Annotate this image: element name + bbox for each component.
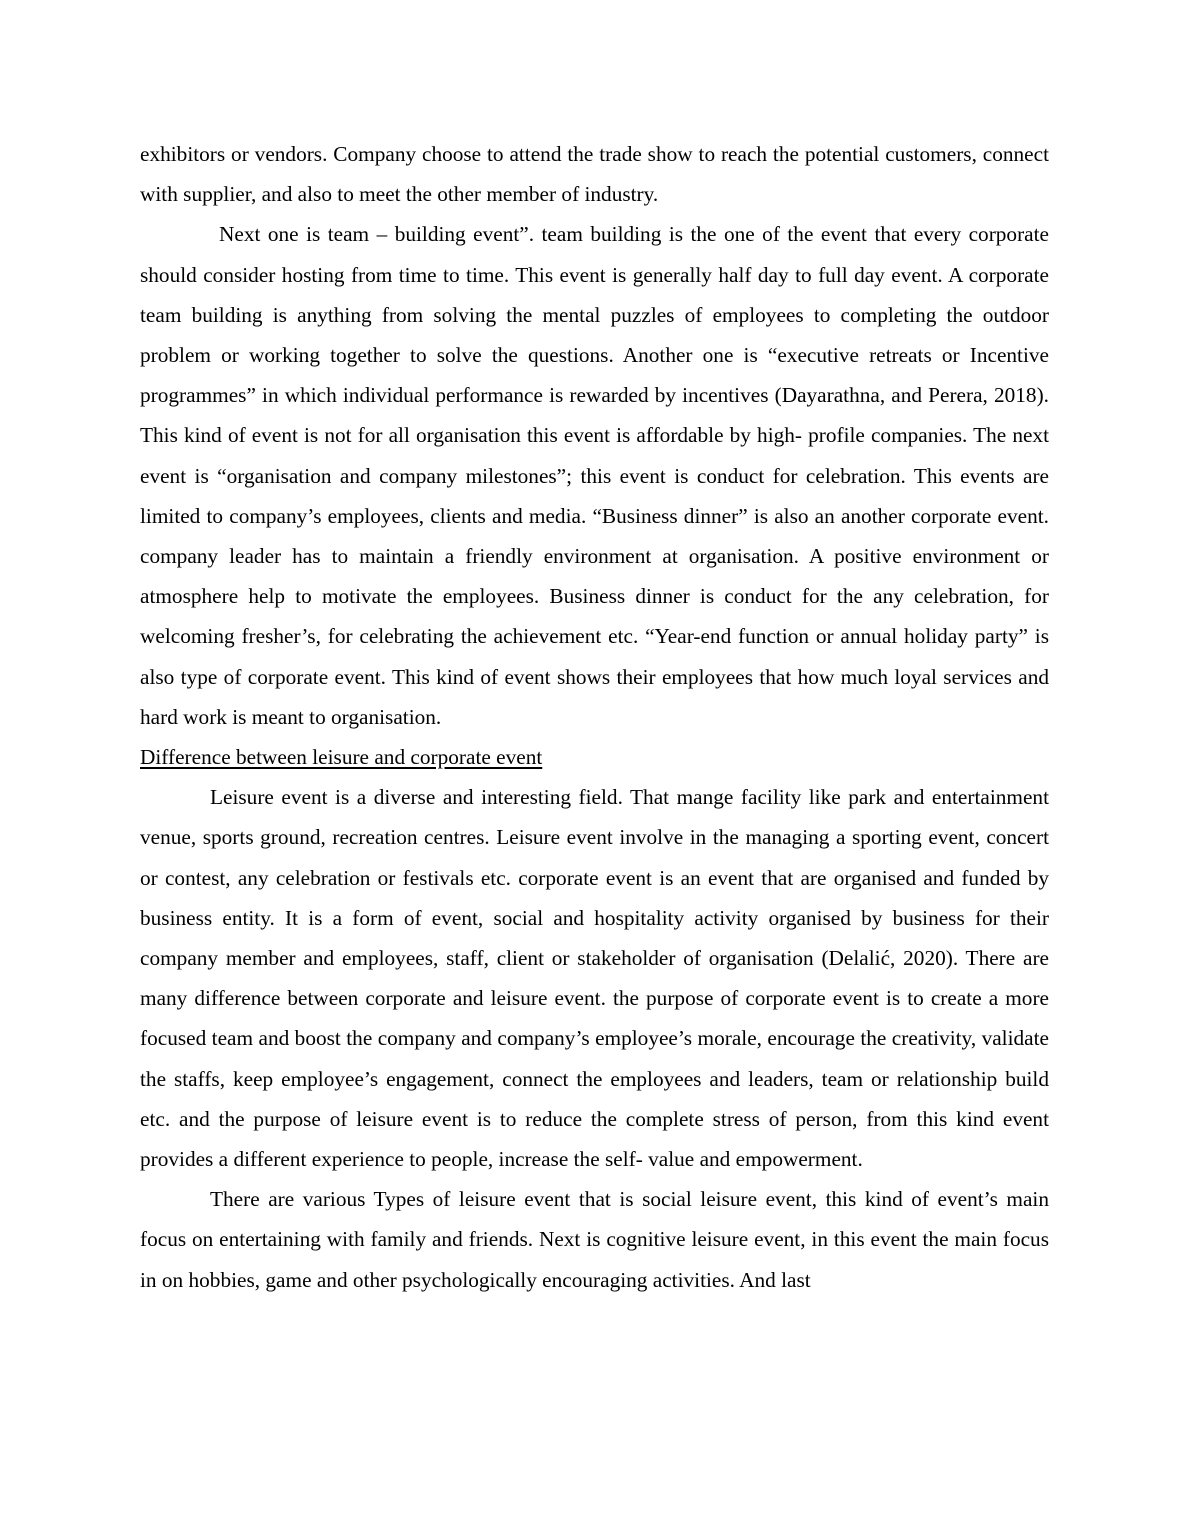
paragraph-leisure-types: There are various Types of leisure event that is social leisure event, this kind of event’s main focus on entertaining with family and friends. Next is cognitive leisure event, in this event the main focus in on hobbies, game and other psychologically encouraging activities. And last	[140, 1187, 1049, 1292]
section-heading: Difference between leisure and corporate event	[140, 745, 543, 770]
document-page	[140, 134, 1049, 1300]
paragraph-team-building: Next one is team – building event”. team building is the one of the event that every corporate should consider hosting from time to time. This event is generally half day to full day event. A corporate team building is anything from solving the mental puzzles of employees to completing the outdoor problem or working together to solve the questions. Another one is “executive retreats or Incentive programmes” in which individual performance is rewarded by incentives (Dayarathna, and Perera, 2018). This kind of event is not for all organisation this event is affordable by high- profile companies. The next event is “organisation and company milestones”; this event is conduct for celebration. This events are limited to company’s employees, clients and media. “Business dinner” is also an another corporate event. company leader has to maintain a friendly environment at organisation. A positive environment or atmosphere help to motivate the employees. Business dinner is conduct for the any celebration, for welcoming fresher’s, for celebrating the achievement etc. “Year-end function or annual holiday party” is also type of corporate event. This kind of event shows their employees that how much loyal services and hard work is meant to organisation.	[140, 222, 1049, 729]
paragraph-trade-show: exhibitors or vendors. Company choose to attend the trade show to reach the potential customers, connect with supplier, and also to meet the other member of industry.	[140, 142, 1049, 207]
paragraph-leisure-vs-corporate: Leisure event is a diverse and interesting field. That mange facility like park and entertainment venue, sports ground, recreation centres. Leisure event involve in the managing a sporting event, concert or contest, any celebration or festivals etc. corporate event is an event that are organised and funded by business entity. It is a form of event, social and hospitality activity organised by business for their company member and employees, staff, client or stakeholder of organisation (Delalić, 2020). There are many difference between corporate and leisure event. the purpose of corporate event is to create a more focused team and boost the company and company’s employee’s morale, encourage the creativity, validate the staffs, keep employee’s engagement, connect the employees and leaders, team or relationship build etc. and the purpose of leisure event is to reduce the complete stress of person, from this kind event provides a different experience to people, increase the self- value and empowerment.	[140, 785, 1049, 1172]
